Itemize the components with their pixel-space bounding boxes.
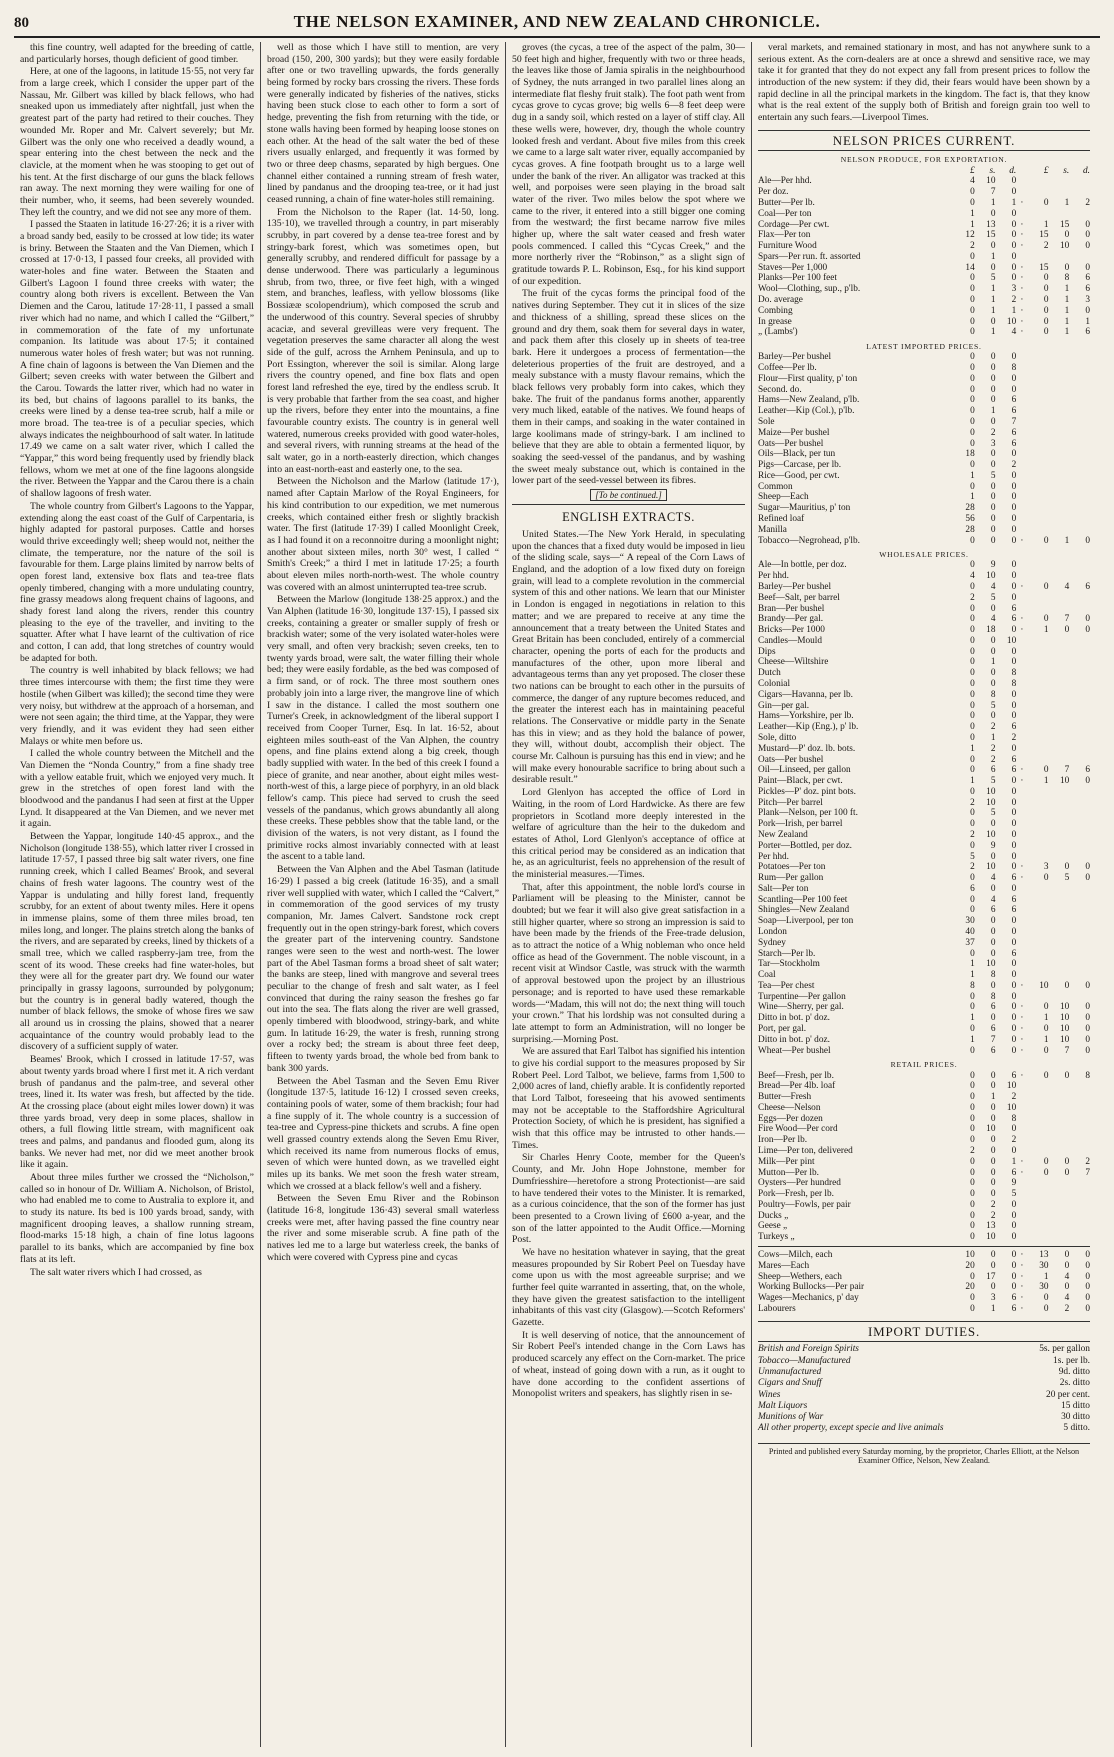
import-title: LATEST IMPORTED PRICES.: [866, 342, 982, 352]
price-row: Fire Wood—Per cord 0 10 0: [758, 1124, 1017, 1135]
article-paragraph: Between the Yappar, longitude 140·45 approx., and the Nicholson (longitude 138·55), which latter river I crossed in latitude 17·57, I passed three big salt water rivers, one fine running creek, which I called Beames' Brook, and several chains of fresh water lagoons. The country west of the Yappar is undulating and hilly forest land, frequently scrubby, for an extent of about twenty miles. Here it opens in immense plains, some of them three miles broad, ten miles long, and longer. The plains stretch along the banks of the rivers, and are separated by creeks, lined by thickets of a small tree, which we called raspberry-jam tree, from the scent of its wood. These creeks had fine water-holes, but they were all for the greater part dry. We found our water principally in grassy lagoons, surrounded by polygonum; but the country is in general badly watered, though the number of black fellows, the smoke of whose fires we saw all around us in crossing the plains, showed that a nearer acquaintance of the country would probably lead to the discovery of a sufficient supply of water.: [20, 831, 254, 1053]
duty-row: All other property, except specie and live animals 5 ditto.: [758, 1423, 1090, 1434]
price-row: Wine—Sherry, per gal. 0 6 0 · 0 10 0: [758, 1002, 1090, 1013]
article-paragraph: Beames' Brook, which I crossed in latitude 17·57, was about twenty yards broad where I first met it. A rich verdant brush of pandanus and the palm-tree, and several other trees, lined it. Its water was fresh, but affected by the tide. At the crossing place (about eight miles lower down) it was three yards broad, very deep in some places, shallow in others, a full flowing little stream, with magnificent oak trees and palms, and pandanus and flooded gum, along its banks. We never had met, nor did we meet another brook like it again.: [20, 1054, 254, 1171]
price-row: Wheat—Per bushel 0 6 0 · 0 7 0: [758, 1045, 1090, 1056]
price-row: Ale—In bottle, per doz. 0 9 0: [758, 560, 1017, 571]
price-row: Staves—Per 1,000 14 0 0 · 15 0 0: [758, 262, 1090, 273]
price-row: Dips 0 0 0: [758, 646, 1017, 657]
price-row: Wool—Clothing, sup., p'lb. 0 1 3 · 0 1 6: [758, 284, 1090, 295]
price-row: London 40 0 0: [758, 927, 1017, 938]
columns: [14, 42, 1100, 1747]
price-row: Dutch 0 0 8: [758, 668, 1017, 679]
price-row: Bread—Per 4lb. loaf 0 0 10: [758, 1081, 1017, 1092]
price-row: Sole, ditto 0 1 2: [758, 732, 1017, 743]
price-row: Sheep—Each 1 0 0: [758, 492, 1017, 503]
article-paragraph: Between the Nicholson and the Marlow (latitude 17·), named after Captain Marlow of the Royal Engineers, for his kind contribution to our expedition, we met numerous creeks, which contained either fresh or slightly brackish water. The first (latitude 17·39) I called Moonlight Creek, as I had found it on a reconnoitre during a moonlight night; another about sixteen miles, north 30° west, I called “ Smith's Creek;” a third I met in latitude 17·25; a fourth about eleven miles north-north-west. The whole country was covered with an almost uninterrupted tea-tree scrub.: [267, 476, 499, 593]
price-row: Tea—Per chest 8 0 0 · 10 0 0: [758, 980, 1090, 991]
page-number: 80: [14, 15, 29, 31]
price-row: Gin—per gal. 0 5 0: [758, 700, 1017, 711]
article-paragraph: The salt water rivers which I had crossed, as: [30, 1266, 202, 1278]
import-prices-table: [758, 352, 1090, 546]
duty-row: Wines 20 per cent.: [758, 1389, 1090, 1400]
price-row: Second. do. 0 0 0: [758, 384, 1017, 395]
colophon: Printed and published every Saturday morning, by the proprietor, Charles Elliott, at the Nelson Examiner Office, Nelson, New Zealand.: [758, 1443, 1090, 1467]
price-row: Sheep—Wethers, each 0 17 0 · 1 4 0: [758, 1271, 1090, 1282]
price-row: Barley—Per bushel 0 4 0 · 0 4 6: [758, 582, 1090, 593]
column-3: [506, 42, 752, 1747]
price-row: Do. average 0 1 2 · 0 1 3: [758, 294, 1090, 305]
article-paragraph: Lord Glenlyon has accepted the office of Lord in Waiting, in the room of Lord Hardwicke. As there are few proprietors in Scotland more deeply interested in the welfare of agriculture than the heir to the dukedom and estates of Athol, Lord Glenlyon's acceptance of office at this critical period may be considered as an indication that he, as an agriculturist, feels no apprehension of the result of the ministerial measures.—Times.: [512, 787, 745, 880]
price-row: Tobacco—Negrohead, p'lb. 0 0 0 · 0 1 0: [758, 535, 1090, 546]
article-paragraph: Sir Charles Henry Coote, member for the Queen's County, and Mr. John Hope Johnstone, member for Dumfriesshire—heretofore a strong Protectionist—are said to have tendered their votes to the Minister. It is remarked, as a curious coincidence, that the son of the former has just been presented to a Crown living of £600 a-year, and the son of the latter appointed to the Audit Office.—Morning Post.: [512, 1152, 745, 1246]
liverpool-times-extract: veral markets, and remained stationary in most, and has not anywhere sunk to a serious extent. As the corn-dealers are at once a shrewd and sensitive race, we may take it for granted that they do not expect any fall from present prices to follow the introduction of the new system: if they did, their fears would have been shown by a rapid decline in all the principal markets in the kingdom. The fact is, that they know what is the real extent of the supply both of British and foreign grain too well to entertain any such fears.—Liverpool Times.: [758, 42, 1090, 124]
price-row: Oats—Per bushel 0 2 6: [758, 754, 1017, 765]
export-title: NELSON PRODUCE, FOR EXPORTATION.: [840, 155, 1008, 165]
price-row: Scantling—Per 100 feet 0 4 6: [758, 894, 1017, 905]
price-row: Ditto in bot. p' doz. 1 7 0 · 1 10 0: [758, 1034, 1090, 1045]
price-row: Butter—Per lb. 0 1 1 · 0 1 2: [758, 197, 1090, 208]
price-row: In grease 0 0 10 · 0 1 1: [758, 316, 1090, 327]
price-row: Barley—Per bushel 0 0 0: [758, 352, 1017, 363]
price-row: Ducks „ 0 2 0: [758, 1210, 1017, 1221]
price-row: Leather—Kip (Col.), p'lb. 0 1 6: [758, 406, 1017, 417]
article-paragraph: We are assured that Earl Talbot has signified his intention to give his cordial support to the measures proposed by Sir Robert Peel. Lord Talbot, we believe, farms from 1,500 to 2,000 acres of land, chiefly arable. It is confidently reported that Lord Talbot, foreseeing that his avowed sentiments may not be acceptable to the Staffordshire Agricultural Protection Society, of which he is president, has signified a wish that this office may be intrusted to other hands.—Times.: [512, 1046, 745, 1151]
price-row: Porter—Bottled, per doz. 0 9 0: [758, 840, 1017, 851]
price-row: New Zealand 2 10 0: [758, 829, 1017, 840]
price-row: Sydney 37 0 0: [758, 937, 1017, 948]
price-row: Mutton—Per lb. 0 0 6 · 0 0 7: [758, 1167, 1090, 1178]
price-row: Turkeys „ 0 10 0: [758, 1232, 1017, 1243]
price-row: „ (Lambs') 0 1 4 · 0 1 6: [758, 327, 1090, 338]
article-paragraph: The country is well inhabited by black fellows; we had three times intercourse with them; the first time they were hostile (when Gilbert was killed); the second time they were very noisy, but withdrew at the approach of a horseman, and were not seen again; the third time, at the Yappar, they were very friendly, and it was evident they had seen either Malays or white men before us.: [20, 665, 254, 747]
price-row: Hams—Yorkshire, per lb. 0 0 0: [758, 711, 1017, 722]
article-paragraph: The whole country from Gilbert's Lagoons to the Yappar, extending along the east coast of the Gulf of Carpentaria, is highly adapted for pastoral purposes. Cattle and horses would thrive exceedingly well; sheep would not, neither the climate, the temperature, nor the nature of the soil is favourable for them. Large plains limited by narrow belts of open forest land, extensive box flats and tea-tree flats openly timbered, changing with a more undulating country, fine grassy meadows along frequent chains of lagoons, and shady forest land along the rivers, render this country pleasing to the eye of the traveller, and inviting to the squatter. After what I have learnt of the cultivation of rice and cotton, I can add, that long stretches of country would be adapted for both.: [20, 500, 254, 664]
price-row: Cigars—Havanna, per lb. 0 8 0: [758, 689, 1017, 700]
price-row: Pickles—P' doz. pint bots. 0 10 0: [758, 786, 1017, 797]
price-row: Flax—Per ton 12 15 0 · 15 0 0: [758, 230, 1090, 241]
article-paragraph: I called the whole country between the Mitchell and the Van Diemen the “Nonda Country,” from a fine shady tree with a yellow eatable fruit, which we enjoyed very much. It grew in the stretches of open forest land with the bloodwood and the pandanus I had seen at first at the Upper Lynd. It disappeared at the Van Diemen, and we never met it again.: [20, 748, 254, 830]
price-row: Oils—Black, per tun 18 0 0: [758, 449, 1017, 460]
price-row: Leather—Kip (Eng.), p' lb. 0 2 6: [758, 722, 1017, 733]
price-row: Turpentine—Per gallon 0 8 0: [758, 991, 1017, 1002]
price-row: Pitch—Per barrel 2 10 0: [758, 797, 1017, 808]
price-row: Pork—Fresh, per lb. 0 0 5: [758, 1189, 1017, 1200]
price-column-heads: £ s. d. £ s. d.: [970, 165, 1090, 176]
price-row: Cows—Milch, each 10 0 0 · 13 0 0: [758, 1250, 1090, 1261]
duty-row: Tobacco—Manufactured 1s. per lb.: [758, 1355, 1090, 1366]
to-be-continued: [To be continued.]: [512, 490, 745, 501]
article-paragraph: Between the Seven Emu River and the Robinson (latitude 16·8, longitude 136·43) several small waterless creeks were met, after having passed the fine country near the river and some miserable scrub. A fine path of the natives led me to a large but waterless creek, the banks of which were covered with Cypress pine and cycas: [267, 1193, 499, 1263]
price-row: Planks—Per 100 feet 0 5 0 · 0 8 6: [758, 273, 1090, 284]
article-paragraph: From the Nicholson to the Raper (lat. 14·50, long. 135·10), we travelled through a country, in part miserably scrubby, in part covered by a dense tea-tree forest and by stringy-bark forest, which was sometimes open, but generally scrubby, and rendered difficult for passage by a dense underwood. There was particularly a leguminous shrub, from two, three, or five feet high, with a winged stem, and branches, leafless, with yellow blossoms (like Bossiææ scolopendrium), which composed the scrub and the underwood of this country. Several species of shrubby acaciæ, and several grevilleas were very frequent. The vegetation preserves the same character all along the west side of the gulf, across the Arnhem Peninsula, and up to Port Essington, wherever the soil is similar. Along large rivers the country opened, and fine box flats and open forest land refreshed the eye, tired by the endless scrub. It is very probable that farther from the sea coast, and higher up the rivers, before they enter into the mountains, a fine favourable country exists. The country is in general well watered, numerous creeks provided with good water-holes, and several rivers, with running streams at the head of the salt water, go in a north-easterly direction, which changes into an east-north-east and easterly one, to the sea.: [267, 206, 499, 475]
newspaper-title: THE NELSON EXAMINER, AND NEW ZEALAND CHRONICLE.: [293, 12, 821, 31]
price-row: Rice—Good, per cwt. 1 5 0: [758, 470, 1017, 481]
price-row: Flour—First quality, p' ton 0 0 0: [758, 373, 1017, 384]
price-row: Iron—Per lb. 0 0 2: [758, 1135, 1017, 1146]
price-row: Per doz. 0 7 0: [758, 187, 1017, 198]
price-row: Poultry—Fowls, per pair 0 2 0: [758, 1199, 1017, 1210]
price-row: Lime—Per ton, delivered 2 0 0: [758, 1146, 1017, 1156]
price-row: Geese „ 0 13 0: [758, 1221, 1017, 1232]
export-prices-table: [758, 166, 1090, 339]
price-row: Maize—Per bushel 0 2 6: [758, 427, 1017, 438]
price-row: Cheese—Nelson 0 0 10: [758, 1102, 1017, 1113]
price-row: Coffee—Per lb. 0 0 8: [758, 363, 1017, 374]
price-row: Salt—Per ton 6 0 0: [758, 883, 1017, 894]
wholesale-prices-table: [758, 560, 1090, 1056]
duty-row: British and Foreign Spirits 5s. per gallon: [758, 1344, 1090, 1355]
price-row: Per hhd. 5 0 0: [758, 851, 1017, 862]
price-row: Starch—Per lb. 0 0 6: [758, 948, 1017, 959]
price-row: Candles—Mould 0 0 10: [758, 635, 1017, 646]
column-1: [14, 42, 261, 1747]
price-row: Pigs—Carcase, per lb. 0 0 2: [758, 460, 1017, 471]
price-row: Port, per gal. 0 6 0 · 0 10 0: [758, 1024, 1090, 1035]
price-row: Furniture Wood 2 0 0 · 2 10 0: [758, 241, 1090, 252]
article-paragraph: United States.—The New York Herald, in speculating upon the chances that a fixed duty would be imposed in lieu of the sliding scale, says—“ A repeal of the Corn Laws of England, and the adoption of a low fixed duty on foreign grain, will lead to a complete revolution in the commercial system of this and other nations. We learn that our Minister in London is engaged in negotiations in relation to this matter; and we are prepared to receive at any time the announcement that a treaty between the United States and Great Britain has been concluded, entirely of a commercial character, opening the ports of each for the products and manufactures of the other, upon more liberal and advantageous terms than any yet proposed. The closer these two nations can be brought to each other in the pursuits of commerce, the danger of any rupture becomes reduced, and the greater the interest each has in maintaining peaceful relations. The Conservative or middle party in the Senate has this in view; and as they hold the balance of power, they will, without doubt, accomplish their object. The course Mr. Calhoun is pursuing has this end in view; and he will make every honourable sacrifice to bring about such a desirable result.”: [512, 529, 745, 786]
price-row: Labourers 0 1 6 · 0 2 0: [758, 1303, 1090, 1314]
price-row: Potatoes—Per ton 2 10 0 · 3 0 0: [758, 862, 1090, 873]
price-row: Manilla 28 0 0: [758, 524, 1017, 535]
retail-title: RETAIL PRICES.: [890, 1060, 958, 1070]
article-paragraph: I passed the Staaten in latitude 16·27·26; it is a river with a broad sandy bed, easily to be crossed at low tide; its water is briny. Between the Staaten and the Van Diemen, which I crossed at 17·0·13, I passed four creeks, all provided with water-holes and fine water. Between the Staaten and Gilbert's Lagoon I found three creeks with water; the country along both rivers is excellent. Between the Van Diemen and the Carou, latitude 17·28·11, I passed a small river which had no name, and which I called the “Gilbert,” in commemoration of the fate of my unfortunate companion. Its latitude was about 17·5; it contained numerous water holes of fresh water; but was not running. A fine chain of lagoons is between the Van Diemen and the Gilbert; seven creeks with water between the Gilbert and the Carou. Towards the latter river, which had no water in its bed, but chains of lagoons parallel to its banks, the creeks were lined by a dense tea-tree scrub, half a mile or more broad. The tea-tree is of a peculiar species, which always indicates the neighbourhood of salt water. In latitude 17.49 we came on a salt water river, which I called the “Yappar,” this word being frequently used by friendly black fellows, whom we met at one of the fine lagoons alongside the river. Between the Yappar and the Carou there is a chain of shallow lagoons of fresh water.: [20, 219, 254, 500]
price-row: Combing 0 1 1 · 0 1 0: [758, 305, 1090, 316]
price-row: Hams—New Zealand, p'lb. 0 0 6: [758, 395, 1017, 406]
price-row: Butter—Fresh 0 1 2: [758, 1092, 1017, 1103]
price-row: Oats—Per bushel 0 3 6: [758, 438, 1017, 449]
price-row: Ale—Per hhd. 4 10 0: [758, 176, 1017, 187]
price-row: Ditto in bot. p' doz. 1 0 0 · 1 10 0: [758, 1013, 1090, 1024]
price-row: Soap—Liverpool, per ton 30 0 0: [758, 916, 1017, 927]
price-row: Oysters—Per hundred 0 0 9: [758, 1178, 1017, 1189]
price-row: Mustard—P' doz. lb. bots. 1 2 0: [758, 743, 1017, 754]
import-duties-title: IMPORT DUTIES.: [758, 1321, 1090, 1343]
price-row: Spars—Per run. ft. assorted 0 1 0: [758, 251, 1017, 262]
price-row: Tar—Stockholm 1 10 0: [758, 959, 1017, 970]
price-row: Rum—Per gallon 0 4 6 · 0 5 0: [758, 873, 1090, 884]
price-row: Sole 0 0 7: [758, 416, 1017, 427]
price-row: Beef—Fresh, per lb. 0 0 6 · 0 0 8: [758, 1070, 1090, 1081]
masthead: [14, 12, 1100, 38]
price-row: Shingles—New Zealand 0 6 6: [758, 905, 1017, 916]
duty-row: Munitions of War 30 ditto: [758, 1412, 1090, 1423]
price-row: Bricks—Per 1000 0 18 0 · 1 0 0: [758, 625, 1090, 636]
price-row: Wages—Mechanics, p' day 0 3 6 · 0 4 0: [758, 1293, 1090, 1304]
price-row: Common 0 0 0: [758, 481, 1017, 492]
price-row: Oil—Linseed, per gallon 0 6 6 · 0 7 6: [758, 765, 1090, 776]
price-row: Bran—Per bushel 0 0 6: [758, 603, 1017, 614]
article-paragraph: Here, at one of the lagoons, in latitude 15·55, not very far from a large creek, which I consider the upper part of the Nassau, Mr. Gilbert was killed by black fellows, who had sneaked upon us immediately after nightfall, just when the greatest part of the party had retired to their couches. They wounded Mr. Roper and Mr. Calvert severely; but Mr. Gilbert was the only one who received a deadly wound, a spear entering into the chest between the neck and the clavicle, at the moment when he was stooping to get out of his tent. At the first discharge of our guns the black fellows ran away. The next morning they were wailing for one of their number, who, it seems, had been severely wounded. They left the country, and we did not see any more of them.: [20, 66, 254, 218]
retail-prices-table: [758, 1071, 1090, 1244]
article-paragraph: It is well deserving of notice, that the announcement of Sir Robert Peel's intended change in the Corn Laws has produced scarcely any effect on the Corn-market. The price of wheat, instead of going down with a run, as it ought to have done according to the confident assertions of Monopolist writers and speakers, has slightly risen in se-: [512, 1329, 745, 1400]
price-row: Per hhd. 4 10 0: [758, 571, 1017, 582]
article-paragraph: Between the Abel Tasman and the Seven Emu River (longitude 137·5, latitude 16·12) I crossed seven creeks, containing pools of water, some of them brackish; four had a fine supply of it. The whole country is a succession of tea-tree and Cypress-pine thickets and scrubs. A fine open well grassed country extends along the Seven Emu River, which received its name from numerous flocks of emus, seven of which were hunted down, as we travelled eight miles up its banks. We met soon the fresh water stream, which we crossed at a black fellow's well and a fishery.: [267, 1075, 499, 1192]
price-row: Milk—Per pint 0 0 1 · 0 0 2: [758, 1156, 1090, 1167]
article-paragraph: We have no hesitation whatever in saying, that the great measures propounded by Sir Robert Peel on Tuesday have come upon us with the most agreeable surprise; and we further feel quite warranted in asserting, that, on the whole, they have given the greatest satisfaction to the intelligent inhabitants of this vast city (Glasgow).—Scotch Reformers' Gazette.: [512, 1246, 745, 1329]
duty-row: Malt Liquors 15 ditto: [758, 1400, 1090, 1411]
wholesale-title: WHOLESALE PRICES.: [879, 550, 969, 560]
article-paragraph: That, after this appointment, the noble lord's course in Parliament will be pleasing to the Minister, cannot be doubted; but we fear it will also give great satisfaction in a still higher quarter, where so strong an impression is said to have been made by the friends of the Free-trade delusion, as to attract the notice of a Whig nobleman who once held office as head of the Government. The noble viscount, in a recent visit at Windsor Castle, was struck with the warmth of approval bestowed upon the project by an illustrious personage; and is reported to have used these remarkable words—“Madam, this will not do; the next thing will touch your crown.” That his lordship was not consulted during a late attempt to form an Administration, will no longer be surprising.—Morning Post.: [512, 881, 745, 1045]
price-row: Cordage—Per cwt. 1 13 0 · 1 15 0: [758, 219, 1090, 230]
prices-current-title: NELSON PRICES CURRENT.: [758, 130, 1090, 152]
price-row: Coal—Per ton 1 0 0: [758, 208, 1017, 219]
duty-row: Unmanufactured 9d. ditto: [758, 1366, 1090, 1377]
price-row: Sugar—Mauritius, p' ton 28 0 0: [758, 503, 1017, 514]
article-paragraph: well as those which I have still to mention, are very broad (150, 200, 300 yards); but they were easily fordable after one or two travelling upwards, the fords generally being formed by rocky bars crossing the rivers. These fords were generally indicated by fisheries of the natives, sticks having been stuck close to each other to form a sort of hedge, preventing the fish from returning with the tide, or stone walls having been formed by heaping loose stones on each other. At the head of the salt water the bed of these rivers usually enlarged, and frequently it was formed by two or three deep chasms, separated by high bergues. One channel either contained a running stream of fresh water, lined by pandanus and the drooping tea-tree, or it had just ceased running, a chain of fine water-holes still remaining.: [267, 42, 499, 205]
price-row: Beef—Salt, per barrel 2 5 0: [758, 592, 1017, 603]
price-row: Mares—Each 20 0 0 · 30 0 0: [758, 1260, 1090, 1271]
column-4: [752, 42, 1096, 1747]
price-row: Cheese—Wiltshire 0 1 0: [758, 657, 1017, 668]
price-row: Working Bullocks—Per pair 20 0 0 · 30 0 0: [758, 1282, 1090, 1293]
price-row: Refined loaf 56 0 0: [758, 513, 1017, 524]
article-paragraph: Between the Van Alphen and the Abel Tasman (latitude 16·29) I passed a big creek (latitude 16·35), and a small river well supplied with water, which I called the “Calvert,” in commemoration of the good services of my trusty companion, Mr. James Calvert. Sandstone rock crept frequently out in the open stringy-bark forest, which covers the greater part of the intervening country. Sandstone ranges were seen to the west and north-west. The lower part of the Abel Tasman forms a broad sheet of salt water; the banks are steep, lined with mangrove and several trees peculiar to the change of fresh and salt water, as I feel convinced that during the rainy season the freshes go far out into the sea. The flats along the river are well grassed, openly timbered with bloodwood, stringy-bark, and white gum. In latitude 16·29, the water is fresh, running strong over a rocky bed; the stream is about three feet deep, fifteen to twenty yards broad, the whole bed from bank to bank 300 yards.: [267, 864, 499, 1074]
column-2: [261, 42, 506, 1747]
stock-prices-table: [758, 1250, 1090, 1315]
article-paragraph: The fruit of the cycas forms the principal food of the natives during September. They cut it in slices of the size and thickness of a shilling, spread these slices on the ground and dry them, soak them for several days in water, and pack them after this closely up in sheets of tea-tree bark. Here it undergoes a process of fermentation—the deleterious properties of the fruit are destroyed, and a mealy substance with a musty flavour remains, which the black fellows very probably form into cakes, which they bake. The fruit of the pandanus forms another, apparently very much liked, eatable of the natives. We found heaps of them in their camps, and soaking in the water contained in large koolimans made of stringy-bark. I am inclined to believe that they are able to obtain a fermented liquor, by soaking the seed-vessel of the pandanus, and by washing the sweet mealy substance out, which is contained in the lower part of the seed-vessel between its fibres.: [512, 288, 745, 487]
duty-row: Cigars and Snuff 2s. ditto: [758, 1378, 1090, 1389]
article-paragraph: Between the Marlow (longitude 138·25 approx.) and the Van Alphen (latitude 16·30, longitude 137·15), I passed six creeks, containing a greater or smaller supply of fresh or brackish water; some of the very isolated water-holes were very small, and often very brackish; seven creeks, ten to twenty yards broad, were salt, the water filling their whole bed; they were easily fordable, as the bed was composed of a firm sand, or of rock. The three most southern ones probably join into a large river, the mangrove line of which I saw in the distance. I called the most southern one Turner's Creek, in acknowledgment of the liberal support I received from Cooper Turner, Esq. In lat. 16·52, about eighteen miles south-east of the Van Alphen, the country opens, and fine plains extend along a big creek, though badly supplied with water. In the bed of this creek I found a piece of granite, and near another, about eight miles west-north-west of this, a large piece of porphyry, in an old black fellow's camp. This piece had served to crush the seed vessels of the pandanus, which grows abundantly all along these creeks. These pebbles show that the table land, or the division of the waters, is not very distant, as I found the primitive rocks almost invariably connected with at least the ascent to a table land.: [267, 594, 499, 863]
price-row: Colonial 0 0 8: [758, 679, 1017, 690]
price-row: Pork—Irish, per barrel 0 0 0: [758, 819, 1017, 830]
article-paragraph: About three miles further we crossed the “Nicholson,” called so in honour of Dr. William A. Nicholson, of Bristol, who had enabled me to come to Australia to explore it, and to study its nature. Its bed is 100 yards broad, sandy, with magnificent drooping leaves, a shallow running stream, flood-marks 15·18 high, a chain of fine lotus lagoons parallel to its banks, which are accompanied by fine box flats at its left.: [20, 1172, 254, 1265]
price-row: Eggs—Per dozen 0 0 8: [758, 1113, 1017, 1124]
article-paragraph: groves (the cycas, a tree of the aspect of the palm, 30—50 feet high and higher, frequently with two or three heads, the leaves like those of Jamia spiralis in the neighbourhood of Sydney, the nuts arranged in two parallel lines along an intermediate flat fleshy fruit stalk). The foot path went from cycas grove to cycas grove; big wells 6—8 feet deep were dug in a sandy soil, which rested on a layer of stiff clay. All these wells were, however, dry, though the whole country looked fresh and verdant. About five miles from this creek we came to a large salt water river, equally accompanied by cycas groves. A fine footpath brought us to a large well under the bank of the river. An alligator was tracked at this well, and porpoises were seen playing in the broad salt water of the river. Two miles below the spot where we came to the river, it entered into a still bigger one coming from the westward; the first became narrow five miles higher up, where the salt water ceased and fresh water pools commenced. I called this “Cycas Creek,” and the more northerly river the “Robinson,” as a slight sign of gratitude towards P. L. Robinson, Esq., for his kind support of our expedition.: [512, 42, 745, 287]
price-row: Plank—Nelson, per 100 ft. 0 5 0: [758, 808, 1017, 819]
price-row: Paint—Black, per cwt. 1 5 0 · 1 10 0: [758, 776, 1090, 787]
import-duties-table: [758, 1344, 1090, 1434]
price-row: Coal 1 8 0: [758, 970, 1017, 981]
section-title-english-extracts: ENGLISH EXTRACTS.: [562, 509, 695, 524]
article-paragraph: this fine country, well adapted for the breeding of cattle, and particularly horses, though deficient of good timber.: [20, 42, 254, 65]
price-row: Brandy—Per gal. 0 4 6 · 0 7 0: [758, 614, 1090, 625]
